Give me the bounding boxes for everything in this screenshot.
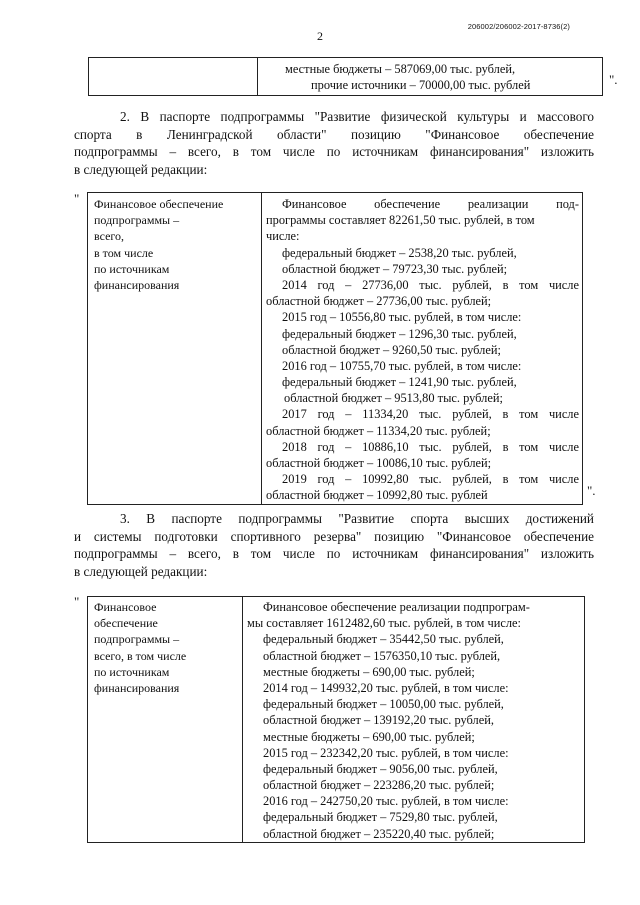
right-line: областной бюджет – 9260,50 тыс. рублей; xyxy=(282,342,501,357)
paragraph-line: подпрограммы – всего, в том числе по источникам финансирования" изложить xyxy=(74,144,594,160)
left-line: в том числе xyxy=(94,245,154,260)
top-table-right-cell xyxy=(258,58,603,96)
right-line: 2014 год – 27736,00 тыс. рублей, в том числе xyxy=(282,277,579,292)
right-line: местные бюджеты – 690,00 тыс. рублей; xyxy=(263,664,475,679)
left-line: Финансовое обеспечение xyxy=(94,197,224,211)
text-line: местные бюджеты – 587069,00 тыс. рублей, xyxy=(285,62,516,76)
item-2-paragraph xyxy=(74,108,594,178)
right-line: областной бюджет – 235220,40 тыс. рублей; xyxy=(263,826,495,841)
close-quote: ". xyxy=(587,483,596,498)
right-line: 2015 год – 232342,20 тыс. рублей, в том числе: xyxy=(263,745,509,760)
close-quote: ". xyxy=(609,72,618,87)
top-table-left-cell xyxy=(89,58,258,96)
table-3-left-cell xyxy=(88,597,243,843)
left-line: по источникам xyxy=(94,664,170,679)
right-line: федеральный бюджет – 35442,50 тыс. рублей, xyxy=(263,632,504,647)
right-line: Финансовое обеспечение реализации под- xyxy=(282,197,579,211)
right-line: местные бюджеты – 690,00 тыс. рублей; xyxy=(263,729,475,744)
right-line: областной бюджет – 10992,80 тыс. рублей xyxy=(266,488,488,503)
right-line: федеральный бюджет – 1296,30 тыс. рублей, xyxy=(282,326,517,341)
right-line: федеральный бюджет – 1241,90 тыс. рублей, xyxy=(282,375,517,390)
table-3-right-cell xyxy=(243,597,585,843)
right-line: областной бюджет – 11334,20 тыс. рублей; xyxy=(266,423,491,438)
left-line: финансирования xyxy=(94,680,180,695)
right-line: областной бюджет – 27736,00 тыс. рублей; xyxy=(266,294,492,309)
left-line: финансирования xyxy=(94,277,180,292)
right-line: 2016 год – 242750,20 тыс. рублей, в том числе: xyxy=(263,794,509,809)
item-3-paragraph xyxy=(74,510,594,580)
text-line: прочие источники – 70000,00 тыс. рублей xyxy=(311,78,531,93)
open-quote: " xyxy=(74,594,80,609)
left-line: всего, в том числе xyxy=(94,648,187,663)
open-quote: " xyxy=(74,191,80,206)
paragraph-line: в следующей редакции: xyxy=(74,161,208,177)
left-line: Финансовое xyxy=(94,600,157,614)
right-line: федеральный бюджет – 9056,00 тыс. рублей, xyxy=(263,761,498,776)
right-line: федеральный бюджет – 2538,20 тыс. рублей, xyxy=(282,245,517,260)
right-line: 2016 год – 10755,70 тыс. рублей, в том числе: xyxy=(282,358,522,373)
page-number: 2 xyxy=(317,29,323,43)
financing-table-2 xyxy=(87,192,583,505)
right-line: областной бюджет – 223286,20 тыс. рублей; xyxy=(263,778,495,793)
paragraph-line: спорта в Ленинградской области" позицию "Финансовое обеспечение xyxy=(74,126,594,142)
right-line: программы составляет 82261,50 тыс. рублей, в том xyxy=(266,213,535,228)
right-line: областной бюджет – 1576350,10 тыс. рублей, xyxy=(263,648,501,663)
left-line: подпрограммы – xyxy=(94,632,180,647)
right-line: 2014 год – 149932,20 тыс. рублей, в том числе: xyxy=(263,680,509,695)
right-line: 2019 год – 10992,80 тыс. рублей, в том числе xyxy=(282,472,579,487)
paragraph-line: 2. В паспорте подпрограммы "Развитие физической культуры и массового xyxy=(120,109,594,124)
table-2-left-cell xyxy=(88,193,262,505)
paragraph-line: и системы подготовки спортивного резерва" позицию "Финансовое обеспечение xyxy=(74,528,594,544)
financing-table-3 xyxy=(87,596,585,843)
left-line: всего, xyxy=(94,229,125,244)
right-line: 2018 год – 10886,10 тыс. рублей, в том числе xyxy=(282,439,579,454)
right-line: областной бюджет – 10086,10 тыс. рублей; xyxy=(266,456,492,470)
right-line: областной бюджет – 9513,80 тыс. рублей; xyxy=(284,391,503,406)
left-line: обеспечение xyxy=(94,616,158,631)
right-line: Финансовое обеспечение реализации подпрограм- xyxy=(263,600,530,614)
right-line: 2017 год – 11334,20 тыс. рублей, в том числе xyxy=(282,407,579,422)
right-line: 2015 год – 10556,80 тыс. рублей, в том числе: xyxy=(282,310,522,325)
paragraph-line: 3. В паспорте подпрограммы "Развитие спорта высших достижений xyxy=(120,511,594,526)
top-table xyxy=(88,57,603,96)
right-line: областной бюджет – 139192,20 тыс. рублей, xyxy=(263,713,494,728)
left-line: подпрограммы – xyxy=(94,213,180,228)
document-id: 206002/206002-2017-8736(2) xyxy=(467,22,570,31)
right-line: федеральный бюджет – 7529,80 тыс. рублей, xyxy=(263,810,498,825)
paragraph-line: в следующей редакции: xyxy=(74,563,208,579)
right-line: федеральный бюджет – 10050,00 тыс. рублей, xyxy=(263,697,504,712)
right-line: числе: xyxy=(266,229,300,244)
table-2-right-cell xyxy=(262,193,583,505)
paragraph-line: подпрограммы – всего, в том числе по источникам финансирования" изложить xyxy=(74,546,594,562)
right-line: мы составляет 1612482,60 тыс. рублей, в том числе: xyxy=(247,616,521,631)
right-line: областной бюджет – 79723,30 тыс. рублей; xyxy=(282,261,508,276)
left-line: по источникам xyxy=(94,261,170,276)
